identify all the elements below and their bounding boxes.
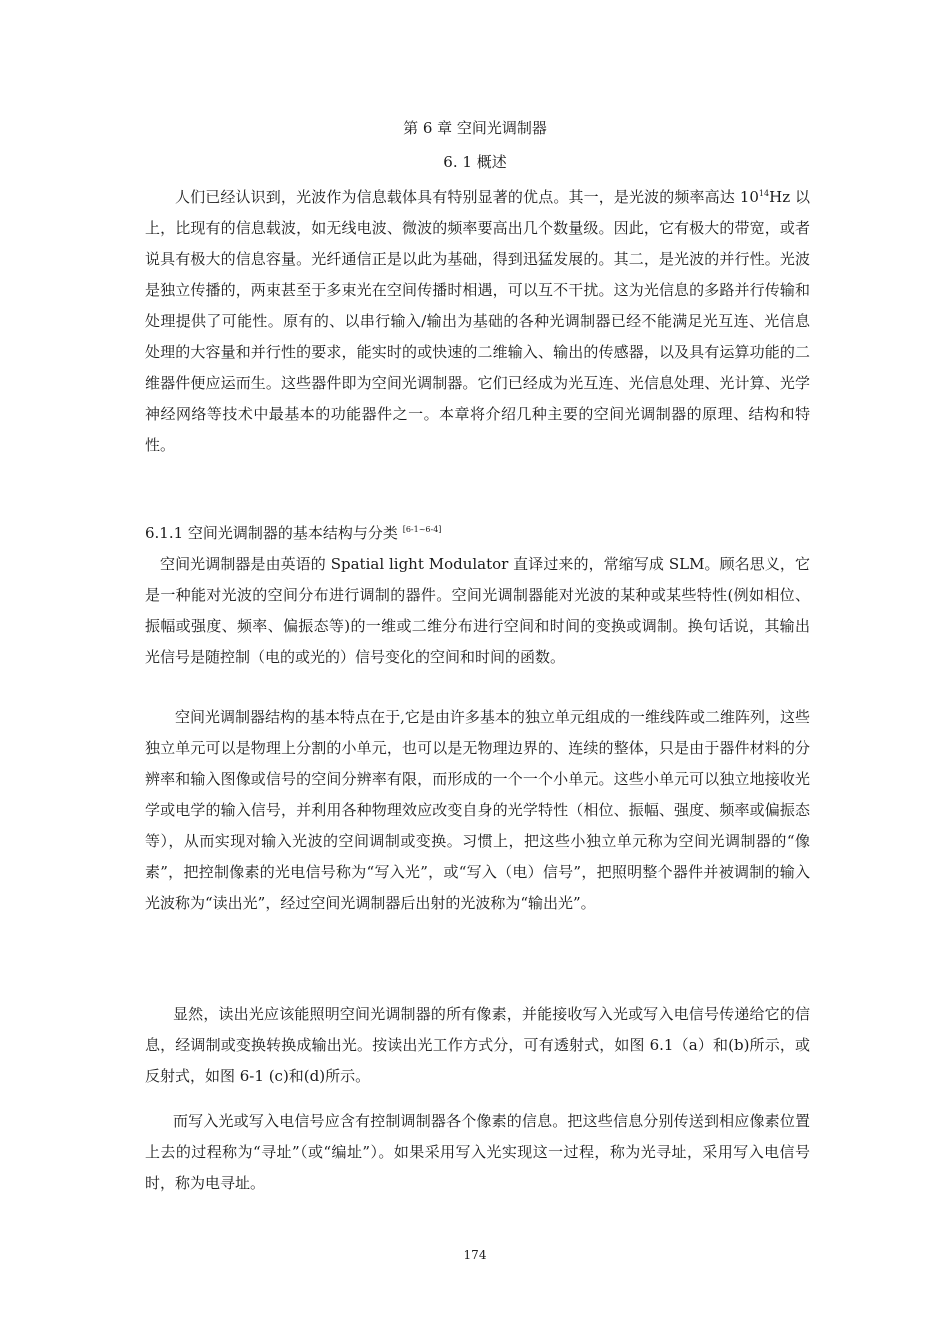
paragraph-addressing: 而写入光或写入电信号应含有控制调制器各个像素的信息。把这些信息分别传送到相应像素位置上去的过程称为“寻址”（或“编址”）。如果采用写入光实现这一过程，称为光寻址，采用写入电信号时，称为电寻址。 bbox=[145, 1112, 810, 1192]
paragraph-overview bbox=[145, 182, 810, 461]
reference-superscript: [6-1~6-4] bbox=[402, 525, 442, 534]
paragraph-overview-part-1: 人们已经认识到，光波作为信息载体具有特别显著的优点。其一，是光波的频率高达 10 bbox=[175, 188, 759, 206]
section-title: 6. 1 概述 bbox=[443, 153, 507, 171]
paragraph-slm-structure: 空间光调制器结构的基本特点在于,它是由许多基本的独立单元组成的一维线阵或二维阵列，这些独立单元可以是物理上分割的小单元，也可以是无物理边界的、连续的整体，只是由于器件材料的分辨率和输入图像或信号的空间分辨率有限，而形成的一个一个小单元。这些小单元可以独立地接收光学或电学的输入信号，并利用各种物理效应改变自身的光学特性（相位、振幅、强度、频率或偏振态等），从而实现对输入光波的空间调制或变换。习惯上，把这些小独立单元称为空间光调制器的“像素”，把控制像素的光电信号称为“写入光”，或“写入（电）信号”，把照明整个器件并被调制的输入光波称为“读出光”，经过空间光调制器后出射的光波称为“输出光”。 bbox=[145, 708, 810, 912]
exponent-superscript: 14 bbox=[758, 189, 770, 198]
page-number: 174 bbox=[463, 1248, 487, 1262]
paragraph-slm-definition: 空间光调制器是由英语的 Spatial light Modulator 直译过来的，常缩写成 SLM。顾名思义，它是一种能对光波的空间分布进行调制的器件。空间光调制器能对光波的某种或某些特性(例如相位、振幅或强度、频率、偏振态等)的一维或二维分布进行空间和时间的变换或调制。换句话说，其输出光信号是随控制（电的或光的）信号变化的空间和时间的函数。 bbox=[145, 555, 810, 666]
paragraph-readout-light: 显然，读出光应该能照明空间光调制器的所有像素，并能接收写入光或写入电信号传递给它的信息，经调制或变换转换成输出光。按读出光工作方式分，可有透射式，如图 6.1（a）和(b)所示，或反射式，如图 6-1 (c)和(d)所示。 bbox=[145, 1005, 810, 1085]
chapter-title: 第 6 章 空间光调制器 bbox=[403, 119, 547, 137]
subsection-heading bbox=[145, 522, 441, 544]
paragraph-overview-part-2: Hz 以上，比现有的信息载波，如无线电波、微波的频率要高出几个数量级。因此，它有极大的带宽，或者说具有极大的信息容量。光纤通信正是以此为基础，得到迅猛发展的。其二，是光波的并行性。光波是独立传播的，两束甚至于多束光在空间传播时相遇，可以互不干扰。这为光信息的多路并行传输和处理提供了可能性。原有的、以串行输入/输出为基础的各种光调制器已经不能满足光互连、光信息处理的大容量和并行性的要求，能实时的或快速的二维输入、输出的传感器，以及具有运算功能的二维器件便应运而生。这些器件即为空间光调制器。它们已经成为光互连、光信息处理、光计算、光学神经网络等技术中最基本的功能器件之一。本章将介绍几种主要的空间光调制器的原理、结构和特性。 bbox=[145, 188, 810, 454]
subsection-heading-text: 6.1.1 空间光调制器的基本结构与分类 bbox=[145, 524, 398, 542]
